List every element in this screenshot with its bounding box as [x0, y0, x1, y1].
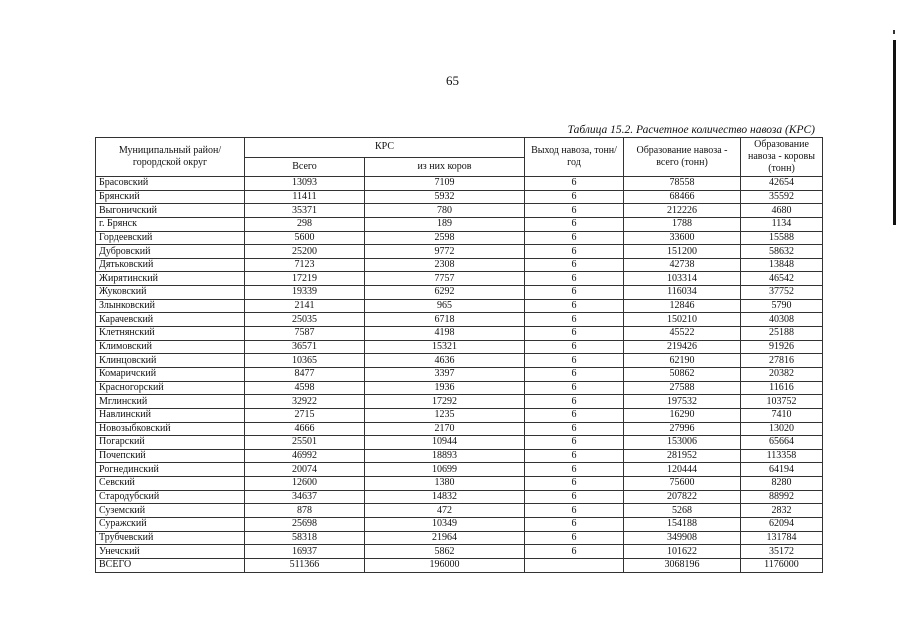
manure-table	[95, 137, 823, 573]
cell-total: 11411	[245, 190, 365, 204]
cell-manure-cows: 2832	[741, 504, 823, 518]
cell-total: 8477	[245, 367, 365, 381]
cell-cows: 7109	[365, 177, 525, 191]
cell-manure-cows: 5790	[741, 299, 823, 313]
cell-total: 7587	[245, 327, 365, 341]
cell-yield: 6	[525, 422, 624, 436]
cell-district: Карачевский	[96, 313, 245, 327]
cell-district: Дятьковский	[96, 258, 245, 272]
cell-total: 4598	[245, 381, 365, 395]
cell-total: 46992	[245, 449, 365, 463]
table-row	[96, 217, 823, 231]
cell-district: ВСЕГО	[96, 558, 245, 572]
cell-total: 2715	[245, 408, 365, 422]
cell-yield: 6	[525, 490, 624, 504]
table-row	[96, 190, 823, 204]
cell-yield: 6	[525, 518, 624, 532]
cell-manure-cows: 131784	[741, 531, 823, 545]
cell-yield: 6	[525, 463, 624, 477]
cell-yield: 6	[525, 449, 624, 463]
cell-cows: 965	[365, 299, 525, 313]
cell-cows: 10699	[365, 463, 525, 477]
cell-manure-cows: 103752	[741, 395, 823, 409]
table-row	[96, 436, 823, 450]
cell-total: 4666	[245, 422, 365, 436]
cell-yield: 6	[525, 436, 624, 450]
cell-cows: 780	[365, 204, 525, 218]
cell-cows: 1380	[365, 477, 525, 491]
cell-manure-total: 103314	[624, 272, 741, 286]
cell-district: Рогнединский	[96, 463, 245, 477]
cell-yield: 6	[525, 408, 624, 422]
cell-yield: 6	[525, 299, 624, 313]
table-row	[96, 449, 823, 463]
cell-total: 2141	[245, 299, 365, 313]
cell-yield: 6	[525, 217, 624, 231]
cell-total: 25501	[245, 436, 365, 450]
cell-manure-cows: 40308	[741, 313, 823, 327]
cell-cows: 4198	[365, 327, 525, 341]
cell-cows: 10349	[365, 518, 525, 532]
cell-district: Почепский	[96, 449, 245, 463]
cell-total: 58318	[245, 531, 365, 545]
cell-manure-cows: 1176000	[741, 558, 823, 572]
cell-manure-cows: 62094	[741, 518, 823, 532]
cell-manure-cows: 27816	[741, 354, 823, 368]
table-row	[96, 381, 823, 395]
cell-district: Клетнянский	[96, 327, 245, 341]
cell-total: 13093	[245, 177, 365, 191]
cell-yield: 6	[525, 477, 624, 491]
cell-cows: 2170	[365, 422, 525, 436]
cell-district: Севский	[96, 477, 245, 491]
table-row	[96, 286, 823, 300]
cell-manure-total: 1788	[624, 217, 741, 231]
cell-manure-cows: 42654	[741, 177, 823, 191]
cell-manure-total: 42738	[624, 258, 741, 272]
cell-district: Дубровский	[96, 245, 245, 259]
cell-manure-total: 150210	[624, 313, 741, 327]
scan-edge-bar	[893, 40, 896, 225]
cell-yield: 6	[525, 313, 624, 327]
table-row	[96, 272, 823, 286]
cell-district: Мглинский	[96, 395, 245, 409]
cell-manure-total: 68466	[624, 190, 741, 204]
cell-manure-total: 33600	[624, 231, 741, 245]
table-row	[96, 299, 823, 313]
cell-yield: 6	[525, 231, 624, 245]
cell-manure-total: 120444	[624, 463, 741, 477]
cell-manure-cows: 46542	[741, 272, 823, 286]
cell-district: Злынковский	[96, 299, 245, 313]
cell-manure-total: 16290	[624, 408, 741, 422]
cell-cows: 6292	[365, 286, 525, 300]
cell-district: Стародубский	[96, 490, 245, 504]
cell-cows: 1235	[365, 408, 525, 422]
header-manure-cows: Образование навоза - коровы (тонн)	[741, 138, 823, 177]
cell-total: 36571	[245, 340, 365, 354]
table-row	[96, 395, 823, 409]
cell-district: Жирятинский	[96, 272, 245, 286]
table-row	[96, 531, 823, 545]
cell-manure-cows: 37752	[741, 286, 823, 300]
cell-manure-total: 27996	[624, 422, 741, 436]
header-cows: из них коров	[365, 157, 525, 177]
cell-total: 25035	[245, 313, 365, 327]
cell-manure-cows: 13848	[741, 258, 823, 272]
cell-total: 12600	[245, 477, 365, 491]
cell-district: Клинцовский	[96, 354, 245, 368]
cell-cows: 14832	[365, 490, 525, 504]
cell-cows: 6718	[365, 313, 525, 327]
cell-district: Брянский	[96, 190, 245, 204]
cell-manure-cows: 13020	[741, 422, 823, 436]
table-row	[96, 422, 823, 436]
cell-manure-total: 151200	[624, 245, 741, 259]
cell-district: Суражский	[96, 518, 245, 532]
header-yield: Выход навоза, тонн/год	[525, 138, 624, 177]
cell-district: Трубчевский	[96, 531, 245, 545]
cell-cows: 2308	[365, 258, 525, 272]
cell-cows: 196000	[365, 558, 525, 572]
cell-district: Унечский	[96, 545, 245, 559]
cell-district: Брасовский	[96, 177, 245, 191]
cell-total: 5600	[245, 231, 365, 245]
cell-total: 20074	[245, 463, 365, 477]
cell-yield: 6	[525, 367, 624, 381]
header-krs: КРС	[245, 138, 525, 158]
cell-cows: 17292	[365, 395, 525, 409]
cell-manure-total: 349908	[624, 531, 741, 545]
cell-yield: 6	[525, 245, 624, 259]
table-row	[96, 477, 823, 491]
cell-cows: 21964	[365, 531, 525, 545]
cell-manure-total: 62190	[624, 354, 741, 368]
cell-manure-cows: 35592	[741, 190, 823, 204]
cell-yield	[525, 558, 624, 572]
cell-manure-total: 75600	[624, 477, 741, 491]
cell-manure-cows: 1134	[741, 217, 823, 231]
header-manure-total: Образование навоза - всего (тонн)	[624, 138, 741, 177]
cell-manure-cows: 4680	[741, 204, 823, 218]
cell-total: 298	[245, 217, 365, 231]
table-row	[96, 463, 823, 477]
cell-total: 16937	[245, 545, 365, 559]
cell-manure-total: 101622	[624, 545, 741, 559]
cell-manure-total: 116034	[624, 286, 741, 300]
table-caption: Таблица 15.2. Расчетное количество навоза (КРС)	[567, 124, 815, 136]
table-row	[96, 504, 823, 518]
cell-manure-cows: 58632	[741, 245, 823, 259]
cell-manure-total: 281952	[624, 449, 741, 463]
table-row	[96, 204, 823, 218]
cell-yield: 6	[525, 354, 624, 368]
cell-district: Климовский	[96, 340, 245, 354]
cell-district: Погарский	[96, 436, 245, 450]
cell-manure-cows: 7410	[741, 408, 823, 422]
cell-total: 35371	[245, 204, 365, 218]
cell-total: 17219	[245, 272, 365, 286]
cell-manure-cows: 15588	[741, 231, 823, 245]
cell-cows: 9772	[365, 245, 525, 259]
table-row	[96, 245, 823, 259]
cell-manure-total: 45522	[624, 327, 741, 341]
cell-yield: 6	[525, 286, 624, 300]
table-body	[96, 177, 823, 573]
table-row	[96, 258, 823, 272]
cell-manure-total: 3068196	[624, 558, 741, 572]
cell-manure-cows: 8280	[741, 477, 823, 491]
cell-yield: 6	[525, 190, 624, 204]
table-row	[96, 177, 823, 191]
cell-manure-cows: 20382	[741, 367, 823, 381]
cell-manure-total: 27588	[624, 381, 741, 395]
cell-manure-total: 207822	[624, 490, 741, 504]
cell-manure-total: 197532	[624, 395, 741, 409]
table-row	[96, 327, 823, 341]
cell-manure-cows: 25188	[741, 327, 823, 341]
cell-district: Гордеевский	[96, 231, 245, 245]
table-row	[96, 367, 823, 381]
cell-yield: 6	[525, 177, 624, 191]
table-row	[96, 340, 823, 354]
cell-manure-total: 78558	[624, 177, 741, 191]
cell-total: 32922	[245, 395, 365, 409]
cell-manure-cows: 88992	[741, 490, 823, 504]
table-row	[96, 354, 823, 368]
cell-yield: 6	[525, 504, 624, 518]
table-row	[96, 545, 823, 559]
page-number: 65	[446, 73, 459, 88]
cell-yield: 6	[525, 395, 624, 409]
cell-total: 25200	[245, 245, 365, 259]
cell-manure-cows: 35172	[741, 545, 823, 559]
cell-cows: 189	[365, 217, 525, 231]
cell-cows: 472	[365, 504, 525, 518]
cell-district: Красногорский	[96, 381, 245, 395]
cell-manure-total: 12846	[624, 299, 741, 313]
cell-yield: 6	[525, 545, 624, 559]
cell-district: Суземский	[96, 504, 245, 518]
cell-total: 10365	[245, 354, 365, 368]
cell-total: 511366	[245, 558, 365, 572]
cell-district: Новозыбковский	[96, 422, 245, 436]
cell-manure-cows: 11616	[741, 381, 823, 395]
cell-yield: 6	[525, 381, 624, 395]
header-total: Всего	[245, 157, 365, 177]
cell-yield: 6	[525, 531, 624, 545]
cell-cows: 15321	[365, 340, 525, 354]
cell-total: 25698	[245, 518, 365, 532]
table-total-row	[96, 558, 823, 572]
cell-manure-total: 5268	[624, 504, 741, 518]
cell-manure-total: 153006	[624, 436, 741, 450]
cell-cows: 7757	[365, 272, 525, 286]
cell-manure-total: 154188	[624, 518, 741, 532]
cell-yield: 6	[525, 327, 624, 341]
scan-edge-mark	[893, 30, 895, 34]
table-row	[96, 490, 823, 504]
cell-cows: 5932	[365, 190, 525, 204]
cell-manure-total: 50862	[624, 367, 741, 381]
cell-manure-total: 219426	[624, 340, 741, 354]
table-row	[96, 408, 823, 422]
cell-yield: 6	[525, 258, 624, 272]
cell-cows: 10944	[365, 436, 525, 450]
cell-total: 7123	[245, 258, 365, 272]
table-row	[96, 231, 823, 245]
cell-district: г. Брянск	[96, 217, 245, 231]
cell-district: Жуковский	[96, 286, 245, 300]
cell-total: 19339	[245, 286, 365, 300]
cell-manure-cows: 65664	[741, 436, 823, 450]
cell-district: Навлинский	[96, 408, 245, 422]
header-district: Муниципальный район/горордской округ	[96, 138, 245, 177]
cell-district: Комаричский	[96, 367, 245, 381]
cell-cows: 1936	[365, 381, 525, 395]
cell-district: Выгоничский	[96, 204, 245, 218]
cell-total: 878	[245, 504, 365, 518]
cell-manure-cows: 91926	[741, 340, 823, 354]
cell-manure-cows: 113358	[741, 449, 823, 463]
cell-yield: 6	[525, 340, 624, 354]
cell-yield: 6	[525, 272, 624, 286]
table-row	[96, 518, 823, 532]
cell-cows: 2598	[365, 231, 525, 245]
cell-manure-total: 212226	[624, 204, 741, 218]
cell-cows: 3397	[365, 367, 525, 381]
cell-manure-cows: 64194	[741, 463, 823, 477]
cell-yield: 6	[525, 204, 624, 218]
table-row	[96, 313, 823, 327]
cell-cows: 4636	[365, 354, 525, 368]
cell-cows: 5862	[365, 545, 525, 559]
cell-cows: 18893	[365, 449, 525, 463]
cell-total: 34637	[245, 490, 365, 504]
